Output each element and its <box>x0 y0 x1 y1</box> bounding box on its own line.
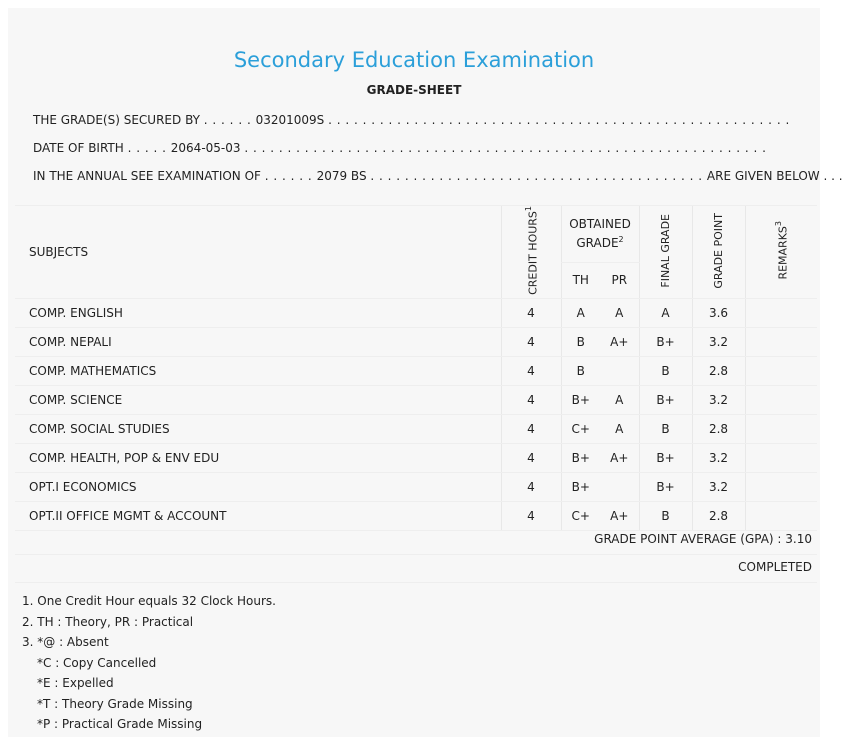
remarks <box>745 385 817 414</box>
grade-point: 2.8 <box>692 414 745 443</box>
table-row <box>15 385 817 414</box>
grade-point: 3.6 <box>692 298 745 327</box>
grade-point: 3.2 <box>692 385 745 414</box>
footnote-practical-missing: *P : Practical Grade Missing <box>37 717 203 731</box>
table-row <box>15 414 817 443</box>
grade-point: 3.2 <box>692 443 745 472</box>
header-grade-point: GRADE POINT <box>692 206 745 299</box>
final-grade: A <box>639 298 692 327</box>
header-pr: PR <box>600 262 639 298</box>
credit-hours: 4 <box>501 385 561 414</box>
footnote-credit-hour: 1. One Credit Hour equals 32 Clock Hours. <box>22 594 276 608</box>
gpa-label: GRADE POINT AVERAGE (GPA) : <box>594 532 782 546</box>
grade-point: 2.8 <box>692 501 745 530</box>
notes-divider <box>15 582 817 583</box>
dob-label: DATE OF BIRTH <box>33 141 124 155</box>
subject-name: OPT.II OFFICE MGMT & ACCOUNT <box>15 501 501 530</box>
dob-line: DATE OF BIRTH . . . . . 2064-05-03 . . . . . . . . . . . . . . . . . . . . . . . . . . . . . . . . . . . . . . . . . . . . . . . . . . . . . . . . . . . . . <box>33 141 767 155</box>
theory-grade: B <box>561 327 600 356</box>
symbol-number: 03201009S <box>255 113 325 127</box>
theory-grade: A <box>561 298 600 327</box>
final-grade: B+ <box>639 443 692 472</box>
final-grade: B <box>639 414 692 443</box>
exam-line: IN THE ANNUAL SEE EXAMINATION OF . . . . . . 2079 BS . . . . . . . . . . . . . . . . . . . . . . . . . . . . . . . . . . . . . . . ARE GIVEN BELOW . . . <box>33 169 843 183</box>
credit-hours: 4 <box>501 414 561 443</box>
credit-hours: 4 <box>501 501 561 530</box>
subject-name: COMP. NEPALI <box>15 327 501 356</box>
exam-suffix: ARE GIVEN BELOW . . . <box>706 169 843 183</box>
dob-value: 2064-05-03 <box>170 141 241 155</box>
grade-point: 2.8 <box>692 356 745 385</box>
header-remarks: REMARKS$^3$ <box>745 206 817 299</box>
footnote-absent: 3. *@ : Absent <box>22 635 109 649</box>
remarks <box>745 298 817 327</box>
final-grade: B+ <box>639 385 692 414</box>
table-row <box>15 501 817 530</box>
gpa-line <box>594 532 812 546</box>
theory-grade: B+ <box>561 385 600 414</box>
footnote-th-pr: 2. TH : Theory, PR : Practical <box>22 614 194 629</box>
header-obtained-grade: OBTAINED GRADE$^2$ <box>561 206 639 263</box>
secured-by-line: THE GRADE(S) SECURED BY . . . . . . 03201009S . . . . . . . . . . . . . . . . . . . . . . . . . . . . . . . . . . . . . . . . . . . . . . . . . . . . . . <box>33 113 790 127</box>
header-credit-hours: CREDIT HOURS$^1$ <box>501 206 561 299</box>
remarks <box>745 472 817 501</box>
subject-name: COMP. ENGLISH <box>15 298 501 327</box>
gpa-value: 3.10 <box>785 532 812 546</box>
final-grade: B <box>639 356 692 385</box>
grade-sheet-heading: GRADE-SHEET <box>366 83 462 97</box>
footnote-copy-cancelled: *C : Copy Cancelled <box>37 655 157 670</box>
practical-grade <box>600 356 639 385</box>
summary-divider <box>15 554 817 555</box>
final-grade: B+ <box>639 472 692 501</box>
practical-grade: A+ <box>600 443 639 472</box>
subject-name: COMP. MATHEMATICS <box>15 356 501 385</box>
credit-hours: 4 <box>501 327 561 356</box>
table-row <box>15 298 817 327</box>
secured-by-label: THE GRADE(S) SECURED BY <box>33 113 200 127</box>
footnotes <box>22 591 276 735</box>
exam-label: IN THE ANNUAL SEE EXAMINATION OF <box>33 169 261 183</box>
subject-name: OPT.I ECONOMICS <box>15 472 501 501</box>
header-th: TH <box>561 262 600 298</box>
credit-hours: 4 <box>501 472 561 501</box>
grade-point: 3.2 <box>692 472 745 501</box>
grade-sheet-page <box>8 8 843 737</box>
table-row <box>15 443 817 472</box>
completion-status: COMPLETED <box>738 560 812 574</box>
grade-point: 3.2 <box>692 327 745 356</box>
header-final-grade: FINAL GRADE <box>639 206 692 299</box>
remarks <box>745 327 817 356</box>
practical-grade <box>600 472 639 501</box>
theory-grade: C+ <box>561 501 600 530</box>
practical-grade: A <box>600 385 639 414</box>
header-subjects: SUBJECTS <box>15 206 501 299</box>
credit-hours: 4 <box>501 356 561 385</box>
remarks <box>745 501 817 530</box>
table-row <box>15 356 817 385</box>
practical-grade: A+ <box>600 501 639 530</box>
exam-title: Secondary Education Examination <box>233 48 595 72</box>
subject-name: COMP. SOCIAL STUDIES <box>15 414 501 443</box>
grade-table <box>15 205 817 531</box>
exam-year: 2079 BS <box>316 169 367 183</box>
credit-hours: 4 <box>501 443 561 472</box>
footnote-theory-missing: *T : Theory Grade Missing <box>37 696 193 711</box>
final-grade: B+ <box>639 327 692 356</box>
credit-hours: 4 <box>501 298 561 327</box>
table-row <box>15 472 817 501</box>
footnote-expelled: *E : Expelled <box>37 676 114 690</box>
practical-grade: A+ <box>600 327 639 356</box>
remarks <box>745 414 817 443</box>
theory-grade: C+ <box>561 414 600 443</box>
subject-name: COMP. SCIENCE <box>15 385 501 414</box>
table-row <box>15 327 817 356</box>
practical-grade: A <box>600 298 639 327</box>
theory-grade: B+ <box>561 472 600 501</box>
theory-grade: B+ <box>561 443 600 472</box>
final-grade: B <box>639 501 692 530</box>
remarks <box>745 356 817 385</box>
theory-grade: B <box>561 356 600 385</box>
subject-name: COMP. HEALTH, POP & ENV EDU <box>15 443 501 472</box>
remarks <box>745 443 817 472</box>
practical-grade: A <box>600 414 639 443</box>
